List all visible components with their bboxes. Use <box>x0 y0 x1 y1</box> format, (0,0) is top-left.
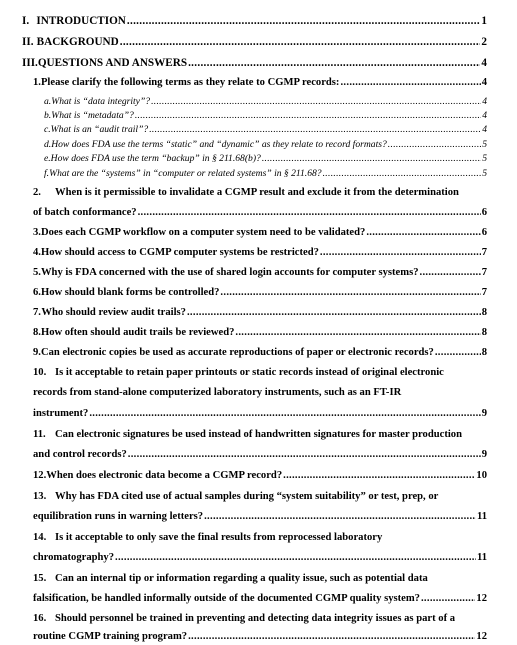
toc-entry-title: Why has FDA cited use of actual samples during “system suitability” or test, prep, or <box>55 491 439 502</box>
dot-leader <box>135 110 481 122</box>
dot-leader <box>340 77 480 89</box>
toc-entry-title: What is “data integrity”? <box>51 96 151 107</box>
dot-leader <box>188 57 480 69</box>
toc-entry-title: chromatography? <box>33 552 115 563</box>
toc-entry-title: When does electronic data become a CGMP record? <box>46 470 283 481</box>
dot-leader <box>420 267 481 279</box>
toc-entry-title: Is it acceptable to retain paper printouts or static records instead of original electronic <box>55 367 444 378</box>
toc-entry-number: 14. <box>33 532 47 543</box>
toc-entry-page: 2 <box>481 36 487 48</box>
toc-entry-page: 1 <box>481 15 487 27</box>
dot-leader <box>204 511 476 523</box>
toc-entry-title: falsification, be handled informally outside of the documented CGMP quality system? <box>33 593 420 604</box>
toc-entry[interactable] <box>33 267 487 279</box>
toc-entry-line[interactable] <box>33 552 487 564</box>
toc-entry-number: 6. <box>33 287 41 298</box>
toc-entry-page: 4 <box>482 96 487 107</box>
dot-leader <box>120 36 481 48</box>
dot-leader <box>366 227 480 239</box>
toc-entry-page: 4 <box>482 110 487 121</box>
toc-entry-line[interactable] <box>33 491 487 503</box>
toc-entry-number: 10. <box>33 367 47 378</box>
toc-entry-number: 7. <box>33 307 41 318</box>
toc-entry-page: 4 <box>481 57 487 69</box>
toc-entry[interactable] <box>33 307 487 319</box>
toc-entry-page: 5 <box>482 139 487 150</box>
toc-entry-line[interactable] <box>33 573 487 585</box>
toc-entry-page: 5 <box>482 168 487 179</box>
toc-entry-number: 11. <box>33 429 46 440</box>
toc-entry-line[interactable] <box>33 532 487 544</box>
toc-entry-number: 2. <box>33 187 41 198</box>
toc-entry-number: 16. <box>33 613 47 624</box>
toc-entry-page: 5 <box>482 153 487 164</box>
toc-entry-number: 1. <box>33 77 41 88</box>
toc-entry-page: 11 <box>476 552 487 563</box>
toc-entry[interactable] <box>22 15 487 27</box>
toc-entry[interactable] <box>22 36 487 48</box>
toc-entry-page: 9 <box>481 449 487 460</box>
toc-entry-title: How does FDA use the term “backup” in § 211.68(b)? <box>50 153 261 164</box>
toc-entry-title: Can electronic signatures be used instead of handwritten signatures for master production <box>55 429 462 440</box>
toc-entry-title: Is it acceptable to only save the final results from reprocessed laboratory <box>55 532 383 543</box>
toc-entry-number: 9. <box>33 347 41 358</box>
toc-entry-title: How does FDA use the terms “static” and “dynamic” as they relate to record formats? <box>51 139 387 150</box>
toc-entry-title: routine CGMP training program? <box>33 631 188 642</box>
toc-entry-line[interactable] <box>33 387 487 399</box>
toc-entry-title: BACKGROUND <box>36 36 119 48</box>
toc-entry-number: a. <box>44 96 52 107</box>
toc-entry-number: III. <box>22 57 38 69</box>
toc-subentry[interactable] <box>44 168 487 180</box>
dot-leader <box>128 449 481 461</box>
toc-entry-title: Who should review audit trails? <box>41 307 186 318</box>
toc-entry[interactable] <box>22 57 487 69</box>
dot-leader <box>283 470 475 482</box>
toc-entry-number: I. <box>22 15 30 27</box>
toc-entry-number: 3. <box>33 227 41 238</box>
toc-entry-page: 9 <box>481 408 487 419</box>
toc-entry-number: 15. <box>33 573 47 584</box>
toc-entry[interactable] <box>33 227 487 239</box>
dot-leader <box>320 247 481 259</box>
toc-entry-title: QUESTIONS AND ANSWERS <box>37 57 188 69</box>
toc-entry-page: 8 <box>481 347 487 358</box>
toc-entry-page: 4 <box>482 124 487 135</box>
toc-entry-title: When is it permissible to invalidate a CGMP result and exclude it from the determination <box>55 187 459 198</box>
toc-entry-page: 11 <box>476 511 487 522</box>
toc-entry-line[interactable] <box>33 511 487 523</box>
toc-subentry[interactable] <box>44 124 487 136</box>
dot-leader <box>127 15 481 27</box>
toc-entry-number: 4. <box>33 247 41 258</box>
toc-entry-title: What is an “audit trail”? <box>50 124 149 135</box>
dot-leader <box>262 153 481 165</box>
toc-entry-number: II. <box>22 36 34 48</box>
toc-entry-page: 12 <box>476 631 487 642</box>
toc-entry-page: 7 <box>481 287 487 298</box>
toc-entry-title: INTRODUCTION <box>36 15 126 27</box>
dot-leader <box>151 96 481 108</box>
toc-entry-title: Please clarify the following terms as they relate to CGMP records: <box>40 77 340 88</box>
toc-entry-title: Can electronic copies be used as accurate reproductions of paper or electronic records? <box>40 347 434 358</box>
toc-entry[interactable] <box>33 347 487 359</box>
toc-entry-line[interactable] <box>33 187 487 199</box>
toc-entry-number: c. <box>44 124 51 135</box>
toc-entry[interactable] <box>33 77 487 89</box>
dot-leader <box>138 207 481 219</box>
toc-entry-title: instrument? <box>33 408 89 419</box>
toc-entry-title: records from stand-alone computerized laboratory instruments, such as an FT-IR <box>33 387 402 398</box>
toc-entry-page: 7 <box>481 247 487 258</box>
toc-entry-title: Why is FDA concerned with the use of shared login accounts for computer systems? <box>40 267 419 278</box>
toc-entry-title: Should personnel be trained in preventing and detecting data integrity issues as part of a <box>55 613 456 624</box>
dot-leader <box>115 552 476 564</box>
toc-entry-number: d. <box>44 139 52 150</box>
toc-entry-title: and control records? <box>33 449 127 460</box>
toc-entry-page: 6 <box>481 207 487 218</box>
toc-entry-title: Does each CGMP workflow on a computer system need to be validated? <box>40 227 366 238</box>
toc-entry-line[interactable] <box>33 408 487 420</box>
toc-entry-title: What are the “systems” in “computer or related systems” in § 211.68? <box>49 168 322 179</box>
toc-entry-number: 5. <box>33 267 41 278</box>
toc-entry[interactable] <box>33 470 487 482</box>
toc-entry-line[interactable] <box>33 429 487 441</box>
toc-entry-number: e. <box>44 153 51 164</box>
toc-entry-number: 8. <box>33 327 41 338</box>
toc-entry-title: What is “metadata”? <box>51 110 134 121</box>
toc-subentry[interactable] <box>44 139 487 151</box>
toc-entry-title: Can an internal tip or information regarding a quality issue, such as potential data <box>55 573 428 584</box>
toc-entry-number: 12. <box>33 470 47 481</box>
dot-leader <box>188 631 475 643</box>
dot-leader <box>89 408 480 420</box>
toc-entry-number: b. <box>44 110 52 121</box>
dot-leader <box>435 347 481 359</box>
toc-entry-line[interactable] <box>33 593 487 605</box>
toc-entry-title: How often should audit trails be reviewed? <box>40 327 235 338</box>
toc-entry-number: 13. <box>33 491 47 502</box>
toc-entry-line[interactable] <box>33 449 487 461</box>
toc-entry-line[interactable] <box>33 367 487 379</box>
dot-leader <box>149 124 481 136</box>
toc-subentry[interactable] <box>44 153 487 165</box>
dot-leader <box>187 307 481 319</box>
toc-entry-title: How should blank forms be controlled? <box>40 287 220 298</box>
toc-entry-page: 8 <box>481 327 487 338</box>
toc-subentry[interactable] <box>44 110 487 122</box>
toc-entry[interactable] <box>33 327 487 339</box>
toc-entry-page: 8 <box>481 307 487 318</box>
toc-entry-title: How should access to CGMP computer systems be restricted? <box>40 247 319 258</box>
toc-entry-line[interactable] <box>33 613 487 625</box>
toc-entry[interactable] <box>33 247 487 259</box>
dot-leader <box>220 287 480 299</box>
dot-leader <box>235 327 480 339</box>
toc-entry-title: equilibration runs in warning letters? <box>33 511 204 522</box>
toc-entry-page: 4 <box>481 77 487 88</box>
toc-entry-title: of batch conformance? <box>33 207 137 218</box>
dot-leader <box>323 168 482 180</box>
toc-entry-number: f. <box>44 168 50 179</box>
toc-entry-page: 12 <box>476 593 487 604</box>
toc-subentry[interactable] <box>44 96 487 108</box>
toc-entry-page: 7 <box>481 267 487 278</box>
dot-leader <box>388 139 481 151</box>
toc-entry-page: 10 <box>476 470 487 481</box>
dot-leader <box>421 593 475 605</box>
toc-entry[interactable] <box>33 287 487 299</box>
toc-entry-line[interactable] <box>33 631 487 643</box>
toc-entry-page: 6 <box>481 227 487 238</box>
toc-entry-line[interactable] <box>33 207 487 219</box>
